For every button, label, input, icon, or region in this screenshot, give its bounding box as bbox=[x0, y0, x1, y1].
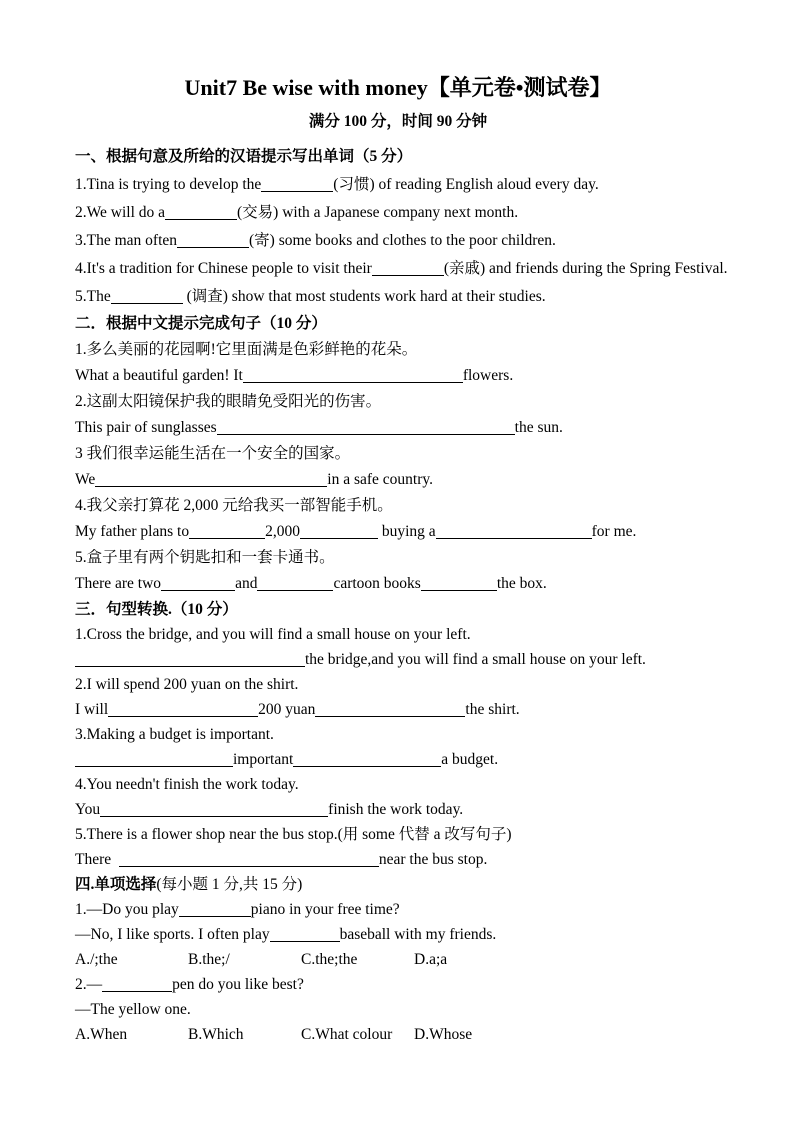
text-segment: the shirt. bbox=[465, 701, 520, 718]
sec2-q2-english bbox=[75, 415, 721, 441]
section-3-heading bbox=[75, 597, 721, 622]
text-segment: —No, I like sports. I often play bbox=[75, 926, 270, 943]
sec2-q1-chinese bbox=[75, 337, 721, 363]
text-segment: cartoon books bbox=[333, 575, 421, 592]
answer-blank bbox=[300, 524, 378, 539]
text-segment: the box. bbox=[496, 575, 547, 592]
text-segment: 3 我们很幸运能生活在一个安全的国家。 bbox=[75, 445, 351, 462]
sec2-q4-chinese bbox=[75, 493, 721, 519]
text-segment: buying a bbox=[377, 523, 436, 540]
section-4-heading bbox=[75, 872, 721, 897]
answer-blank bbox=[436, 524, 592, 539]
text-segment: There bbox=[75, 851, 119, 868]
text-segment: 5.There is a flower shop near the bus stop.(用 some 代替 a 改写句子) bbox=[75, 826, 512, 843]
sec2-q5-english bbox=[75, 571, 721, 597]
text-segment: I will bbox=[75, 701, 109, 718]
choice-option-b: B.Which bbox=[188, 1026, 244, 1043]
text-segment: 2.— bbox=[75, 976, 103, 993]
section-1-heading bbox=[75, 143, 721, 171]
document-body bbox=[75, 143, 728, 1047]
sec3-q4-answer bbox=[75, 797, 721, 822]
answer-blank bbox=[111, 289, 183, 304]
sec1-q2 bbox=[75, 199, 721, 227]
choice-option-d: D.a;a bbox=[414, 951, 448, 968]
answer-blank bbox=[293, 752, 441, 767]
answer-blank bbox=[102, 977, 172, 992]
sec4-q1-response bbox=[75, 922, 721, 947]
sec2-q3-english bbox=[75, 467, 721, 493]
answer-blank bbox=[108, 702, 258, 717]
section-2-heading bbox=[75, 311, 721, 337]
text-segment: the bridge,and you will find a small house on your left. bbox=[305, 651, 646, 668]
text-segment: for me. bbox=[591, 523, 637, 540]
sec2-q3-chinese bbox=[75, 441, 721, 467]
answer-blank bbox=[315, 702, 465, 717]
text-segment: —The yellow one. bbox=[75, 1001, 191, 1018]
sec3-q3-original bbox=[75, 722, 721, 747]
sec2-q2-chinese bbox=[75, 389, 721, 415]
sec4-q2-options bbox=[75, 1022, 721, 1047]
text-segment: (寄) some books and clothes to the poor children. bbox=[249, 232, 556, 249]
sec3-q3-answer bbox=[75, 747, 721, 772]
text-segment: What a beautiful garden! It bbox=[75, 367, 243, 384]
sec1-q5 bbox=[75, 283, 721, 311]
answer-blank bbox=[165, 205, 237, 220]
answer-blank bbox=[372, 261, 444, 276]
text-segment: There are two bbox=[75, 575, 162, 592]
sec1-q3 bbox=[75, 227, 721, 255]
text-segment: 200 yuan bbox=[258, 701, 316, 718]
text-segment: a budget. bbox=[441, 751, 499, 768]
text-segment: piano in your free time? bbox=[250, 901, 400, 918]
sec4-q1-options bbox=[75, 947, 721, 972]
text-segment: 2,000 bbox=[265, 523, 300, 540]
text-segment: finish the work today. bbox=[328, 801, 464, 818]
sec2-q4-english bbox=[75, 519, 721, 545]
sec4-q1-question bbox=[75, 897, 721, 922]
text-segment: 一、根据句意及所给的汉语提示写出单词（5 分） bbox=[75, 148, 413, 165]
answer-blank bbox=[257, 576, 333, 591]
text-segment: 2.I will spend 200 yuan on the shirt. bbox=[75, 676, 299, 693]
choice-option-a: A./;the bbox=[75, 951, 118, 968]
text-segment: (调查) show that most students work hard at their studies. bbox=[182, 288, 546, 305]
answer-blank bbox=[243, 368, 463, 383]
sec2-q1-english bbox=[75, 363, 721, 389]
answer-blank bbox=[261, 177, 333, 192]
text-segment: flowers. bbox=[462, 367, 514, 384]
text-segment: 1.Cross the bridge, and you will find a small house on your left. bbox=[75, 626, 471, 643]
sec4-q2-response bbox=[75, 997, 721, 1022]
answer-blank bbox=[100, 802, 328, 817]
text-segment: baseball with my friends. bbox=[339, 926, 497, 943]
text-segment: near the bus stop. bbox=[378, 851, 488, 868]
answer-blank bbox=[217, 420, 515, 435]
answer-blank bbox=[75, 752, 233, 767]
choice-option-c: C.the;the bbox=[301, 951, 358, 968]
text-segment: This pair of sunglasses bbox=[75, 419, 217, 436]
text-segment: 2.We will do a bbox=[75, 204, 166, 221]
text-segment: (亲戚) and friends during the Spring Festival. bbox=[443, 260, 728, 277]
choice-option-a: A.When bbox=[75, 1026, 128, 1043]
text-segment: pen do you like best? bbox=[172, 976, 304, 993]
text-segment: 5.盒子里有两个钥匙扣和一套卡通书。 bbox=[75, 549, 335, 566]
text-segment: 1.Tina is trying to develop the bbox=[75, 176, 262, 193]
text-segment: 1.多么美丽的花园啊!它里面满是色彩鲜艳的花朵。 bbox=[75, 341, 418, 358]
text-segment: 3.Making a budget is important. bbox=[75, 726, 274, 743]
text-segment: My father plans to bbox=[75, 523, 190, 540]
text-segment: 4.It's a tradition for Chinese people to visit their bbox=[75, 260, 372, 277]
text-segment: (每小题 1 分,共 15 分) bbox=[156, 876, 303, 893]
sec3-q2-original bbox=[75, 672, 721, 697]
paper-title: Unit7 Be wise with money【单元卷•测试卷】 bbox=[184, 75, 612, 100]
answer-blank bbox=[189, 524, 265, 539]
text-segment: You bbox=[75, 801, 101, 818]
text-segment: in a safe country. bbox=[327, 471, 434, 488]
sec3-q5-answer bbox=[75, 847, 721, 872]
answer-blank bbox=[75, 652, 305, 667]
text-segment: the sun. bbox=[514, 419, 563, 436]
sec3-q1-answer bbox=[75, 647, 721, 672]
text-segment: 三．句型转换.（10 分） bbox=[75, 601, 238, 618]
sec3-q4-original bbox=[75, 772, 721, 797]
text-segment: (习惯) of reading English aloud every day. bbox=[333, 176, 599, 193]
answer-blank bbox=[177, 233, 249, 248]
text-segment: 5.The bbox=[75, 288, 111, 305]
sec1-q1 bbox=[75, 171, 721, 199]
sec2-q5-chinese bbox=[75, 545, 721, 571]
answer-blank bbox=[270, 927, 340, 942]
answer-blank bbox=[421, 576, 497, 591]
text-segment: important bbox=[233, 751, 294, 768]
answer-blank bbox=[161, 576, 235, 591]
text-segment: 3.The man often bbox=[75, 232, 178, 249]
sec3-q5-original bbox=[75, 822, 721, 847]
choice-option-d: D.Whose bbox=[414, 1026, 473, 1043]
text-segment: 4.You needn't finish the work today. bbox=[75, 776, 299, 793]
text-segment: 四.单项选择 bbox=[75, 876, 157, 893]
text-segment: 4.我父亲打算花 2,000 元给我买一部智能手机。 bbox=[75, 497, 393, 514]
text-segment: 1.—Do you play bbox=[75, 901, 179, 918]
text-segment: We bbox=[75, 471, 96, 488]
text-segment: 2.这副太阳镜保护我的眼睛免受阳光的伤害。 bbox=[75, 393, 382, 410]
text-segment: (交易) with a Japanese company next month. bbox=[237, 204, 519, 221]
sec1-q4 bbox=[75, 255, 728, 283]
sec3-q1-original bbox=[75, 622, 721, 647]
choice-option-c: C.What colour bbox=[301, 1026, 393, 1043]
sec4-q2-question bbox=[75, 972, 721, 997]
answer-blank bbox=[179, 902, 251, 917]
choice-option-b: B.the;/ bbox=[188, 951, 230, 968]
answer-blank bbox=[95, 472, 327, 487]
text-segment: 二．根据中文提示完成句子（10 分） bbox=[75, 315, 327, 332]
paper-subtitle: 满分 100 分，时间 90 分钟 bbox=[308, 113, 488, 130]
answer-blank bbox=[119, 852, 379, 867]
text-segment: and bbox=[235, 575, 258, 592]
sec3-q2-answer bbox=[75, 697, 721, 722]
